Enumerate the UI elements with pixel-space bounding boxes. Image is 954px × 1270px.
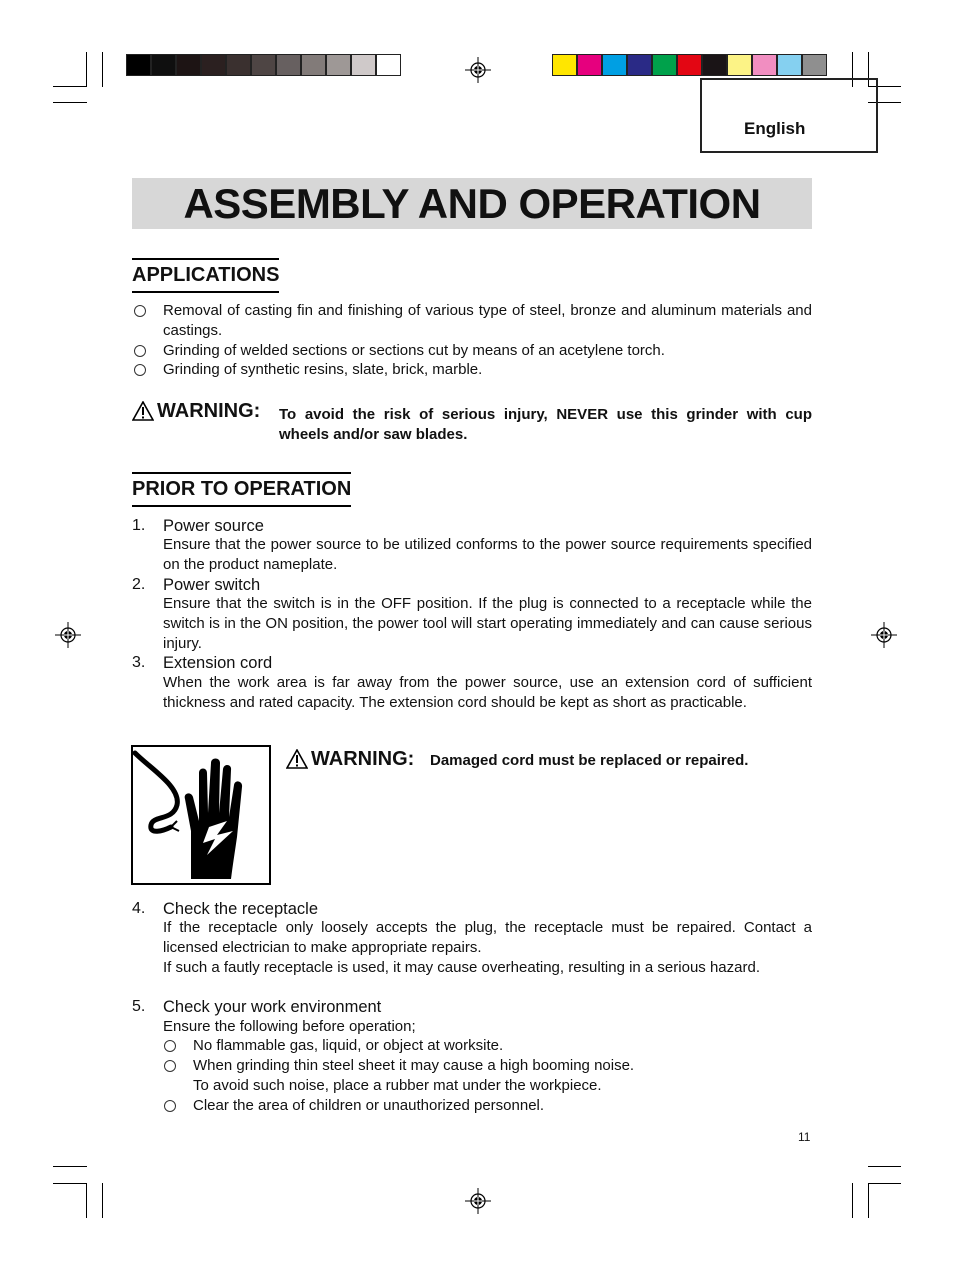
color-swatch [752,54,777,76]
item-number: 3. [132,654,146,671]
color-swatch [251,54,276,76]
color-swatch [552,54,577,76]
color-swatch [376,54,401,76]
color-swatch [126,54,151,76]
application-item: Grinding of welded sections or sections cut by means of an acetylene torch. [163,342,665,359]
crop-mark [868,1183,901,1184]
color-swatch [301,54,326,76]
bullet-icon [164,1040,176,1052]
crop-mark [86,52,87,87]
cord-warning-text: Damaged cord must be replaced or repaired. [430,752,749,769]
crop-mark [102,52,103,87]
item-number: 2. [132,576,146,593]
item-title: Power switch [163,576,261,594]
bullet-icon [134,345,146,357]
crop-mark [53,1183,87,1184]
item-number: 4. [132,900,146,917]
registration-mark-icon [55,622,81,648]
warning-triangle-icon [286,749,308,769]
bullet-icon [164,1060,176,1072]
registration-mark-icon [871,622,897,648]
item-number: 1. [132,517,146,534]
color-swatch [151,54,176,76]
bullet-icon [134,305,146,317]
item-title: Extension cord [163,654,273,672]
environment-item: No flammable gas, liquid, or object at worksite. [193,1037,504,1054]
item-title: Check your work environment [163,998,382,1016]
electric-shock-hazard-icon [131,745,271,885]
color-swatch [702,54,727,76]
application-item: Grinding of synthetic resins, slate, brick, marble. [163,361,483,378]
color-swatch [276,54,301,76]
bullet-icon [134,364,146,376]
item-number: 5. [132,998,146,1015]
applications-heading: APPLICATIONS [132,258,279,293]
color-swatch [602,54,627,76]
crop-mark [53,86,87,87]
item-text: Ensure that the switch is in the OFF position. If the plug is connected to a receptacle while the switch is in the ON position, the power tool will start operating immediately and can cause serious injury. [163,595,812,652]
color-swatch [627,54,652,76]
language-tab [700,78,878,153]
warning-triangle-icon [132,401,154,421]
registration-mark-icon [465,57,491,83]
color-swatch [727,54,752,76]
page-title: ASSEMBLY AND OPERATION [183,180,761,227]
page-number: 11 [798,1130,811,1144]
language-label: English [744,119,806,138]
crop-mark [53,1166,87,1167]
color-swatch [351,54,376,76]
color-swatch [652,54,677,76]
color-swatch [326,54,351,76]
crop-mark [102,1183,103,1218]
warning-label: WARNING: [157,400,261,422]
crop-mark [868,1166,901,1167]
bullet-icon [164,1100,176,1112]
crop-mark [852,1183,853,1218]
item-title: Check the receptacle [163,900,319,918]
color-swatch [802,54,827,76]
color-swatch [176,54,201,76]
color-swatch [677,54,702,76]
warning-text: To avoid the risk of serious injury, NEVER use this grinder with cup wheels and/or saw blades. [279,406,812,443]
prior-heading: PRIOR TO OPERATION [132,472,351,507]
crop-mark [868,1183,869,1218]
item-text: When the work area is far away from the power source, use an extension cord of sufficient thickness and rated capacity. The extension cord should be kept as short as practicable. [163,674,812,711]
color-swatch [226,54,251,76]
item-text: Ensure that the power source to be utilized conforms to the power source requirements specified on the product nameplate. [163,536,812,573]
cord-warning-label: WARNING: [311,748,415,770]
color-swatch [577,54,602,76]
item-text: If such a fautly receptacle is used, it may cause overheating, resulting in a serious hazard. [163,959,760,976]
item-text: Ensure the following before operation; [163,1018,416,1035]
registration-mark-icon [465,1188,491,1214]
crop-mark [53,102,87,103]
color-swatch [777,54,802,76]
item-text: If the receptacle only loosely accepts the plug, the receptacle must be repaired. Contact a licensed electrician to make appropriate repairs. [163,919,812,956]
crop-mark [86,1183,87,1218]
application-item: Removal of casting fin and finishing of various type of steel, bronze and aluminum materials and castings. [163,302,812,339]
environment-note: To avoid such noise, place a rubber mat under the workpiece. [193,1077,602,1094]
environment-item: When grinding thin steel sheet it may cause a high booming noise. [193,1057,635,1074]
item-title: Power source [163,517,264,535]
environment-item: Clear the area of children or unauthorized personnel. [193,1097,545,1114]
color-swatch [201,54,226,76]
